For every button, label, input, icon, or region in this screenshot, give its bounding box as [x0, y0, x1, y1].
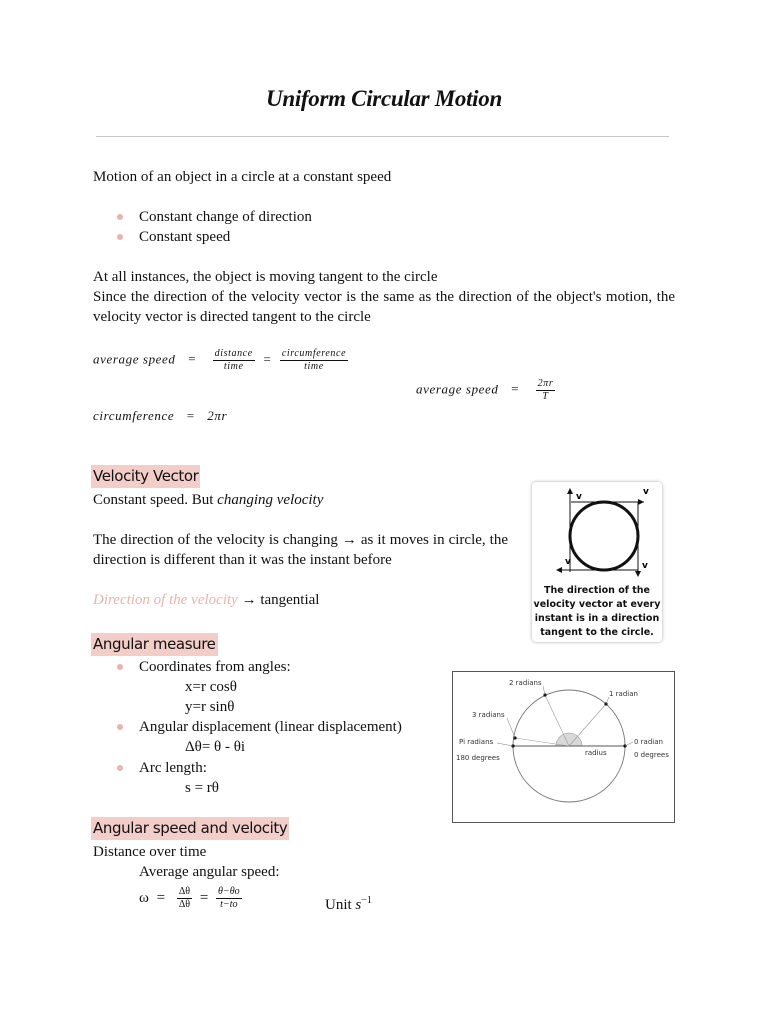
- fraction-denominator: t−to: [216, 898, 242, 911]
- equation-average-speed: [93, 348, 352, 373]
- list-item: [139, 657, 291, 677]
- unit-text: Unit: [325, 897, 352, 913]
- velocity-direction-label: Direction of the velocity: [93, 592, 238, 608]
- velocity-line: [93, 490, 323, 510]
- velocity-paragraph: The direction of the velocity is changing → as it moves in circle, the direction is different than it was the instant before: [93, 532, 508, 568]
- list-item-label: Coordinates from angles:: [139, 659, 291, 675]
- list-subitem: x=r cosθ: [185, 679, 237, 695]
- list-item-label: Arc length:: [139, 760, 207, 776]
- fraction-denominator: time: [280, 360, 348, 373]
- figure-caption: The direction of the velocity vector at every instant is in a direction tangent to the circle.: [533, 585, 661, 638]
- fraction-denominator: time: [213, 360, 255, 373]
- radian-circle-diagram: [453, 672, 674, 822]
- circle-velocity-diagram: [532, 482, 662, 582]
- list-subitem: y=r sinθ: [185, 699, 235, 715]
- equation-lhs: circumference: [93, 408, 175, 423]
- title-divider: [96, 136, 669, 137]
- list-item-label: Constant speed: [139, 229, 231, 245]
- bullet-icon: [117, 765, 123, 771]
- label-2-radians: 2 radians: [509, 679, 542, 687]
- list-subitem: s = rθ: [185, 780, 219, 796]
- speed-subline: Average angular speed:: [139, 864, 280, 880]
- label-180-degrees: 180 degrees: [456, 754, 500, 762]
- tangent-paragraph: Since the direction of the velocity vector is the same as the direction of the object's motion, the velocity vector is directed tangent to the circle: [93, 289, 675, 325]
- list-item: [139, 227, 230, 247]
- label-0-radian: 0 radian: [634, 738, 663, 746]
- unit-label: [325, 891, 372, 915]
- bullet-icon: [117, 214, 123, 220]
- intro-text: Motion of an object in a circle at a constant speed: [93, 169, 392, 185]
- fraction-numerator: distance: [214, 348, 253, 359]
- label-1-radian: 1 radian: [609, 690, 638, 698]
- equation-circumference: [93, 408, 227, 424]
- list-item-label: Constant change of direction: [139, 209, 312, 225]
- velocity-direction-line: [93, 590, 319, 610]
- velocity-figure: [532, 482, 662, 642]
- bullet-icon: [117, 724, 123, 730]
- fraction-numerator: circumference: [281, 348, 347, 359]
- equation-equals: =: [156, 889, 166, 906]
- velocity-v-label: v: [576, 492, 582, 502]
- list-item: [139, 758, 207, 778]
- fraction-denominator: Δθ: [178, 899, 191, 910]
- list-item: [139, 717, 402, 737]
- velocity-direction-text: → tangential: [237, 592, 320, 608]
- list-item-label: Angular displacement (linear displacement): [139, 719, 402, 735]
- page-title: Uniform Circular Motion: [266, 86, 502, 111]
- equation-lhs: average speed: [416, 381, 499, 397]
- radian-diagram: [452, 671, 675, 823]
- fraction: [536, 378, 556, 403]
- list-item: [139, 207, 312, 227]
- velocity-v-label: v: [565, 557, 571, 567]
- label-pi-radians: Pi radians: [459, 738, 494, 746]
- label-3-radians: 3 radians: [472, 711, 505, 719]
- fraction-numerator: 2πr: [537, 378, 554, 389]
- unit-exponent: −1: [361, 895, 372, 906]
- equation-average-speed-period: [416, 378, 559, 403]
- equation-equals: =: [186, 408, 196, 423]
- list-subitem: Δθ= θ - θi: [185, 739, 246, 755]
- section-heading-angular: Angular measure: [91, 633, 218, 656]
- velocity-line-emphasis: changing velocity: [217, 492, 324, 508]
- equation-rhs: 2πr: [207, 408, 228, 423]
- velocity-v-label: v: [643, 487, 649, 497]
- equation-equals: =: [187, 351, 197, 367]
- equation-equals: =: [262, 351, 272, 367]
- velocity-v-label: v: [642, 561, 648, 571]
- fraction-numerator: Δθ: [178, 886, 191, 897]
- bullet-icon: [117, 664, 123, 670]
- unit-base: s: [355, 897, 362, 913]
- fraction: [177, 886, 192, 911]
- label-0-degrees: 0 degrees: [634, 751, 669, 759]
- section-heading-angular-speed: Angular speed and velocity: [91, 817, 289, 840]
- omega-symbol: ω: [139, 889, 149, 906]
- fraction: [213, 348, 255, 373]
- equation-angular-speed: [139, 886, 246, 911]
- equation-equals: =: [199, 889, 209, 906]
- fraction-numerator: θ−θo: [218, 886, 240, 897]
- tangent-line: At all instances, the object is moving tangent to the circle: [93, 269, 438, 285]
- label-radius: radius: [585, 749, 607, 757]
- equation-lhs: average speed: [93, 351, 176, 367]
- speed-line: Distance over time: [93, 844, 207, 860]
- fraction-denominator: T: [536, 390, 556, 403]
- fraction: [280, 348, 348, 373]
- section-heading-velocity: Velocity Vector: [91, 465, 200, 488]
- bullet-icon: [117, 234, 123, 240]
- velocity-line-text: Constant speed. But: [93, 492, 218, 508]
- fraction: [216, 886, 242, 911]
- equation-equals: =: [510, 381, 520, 397]
